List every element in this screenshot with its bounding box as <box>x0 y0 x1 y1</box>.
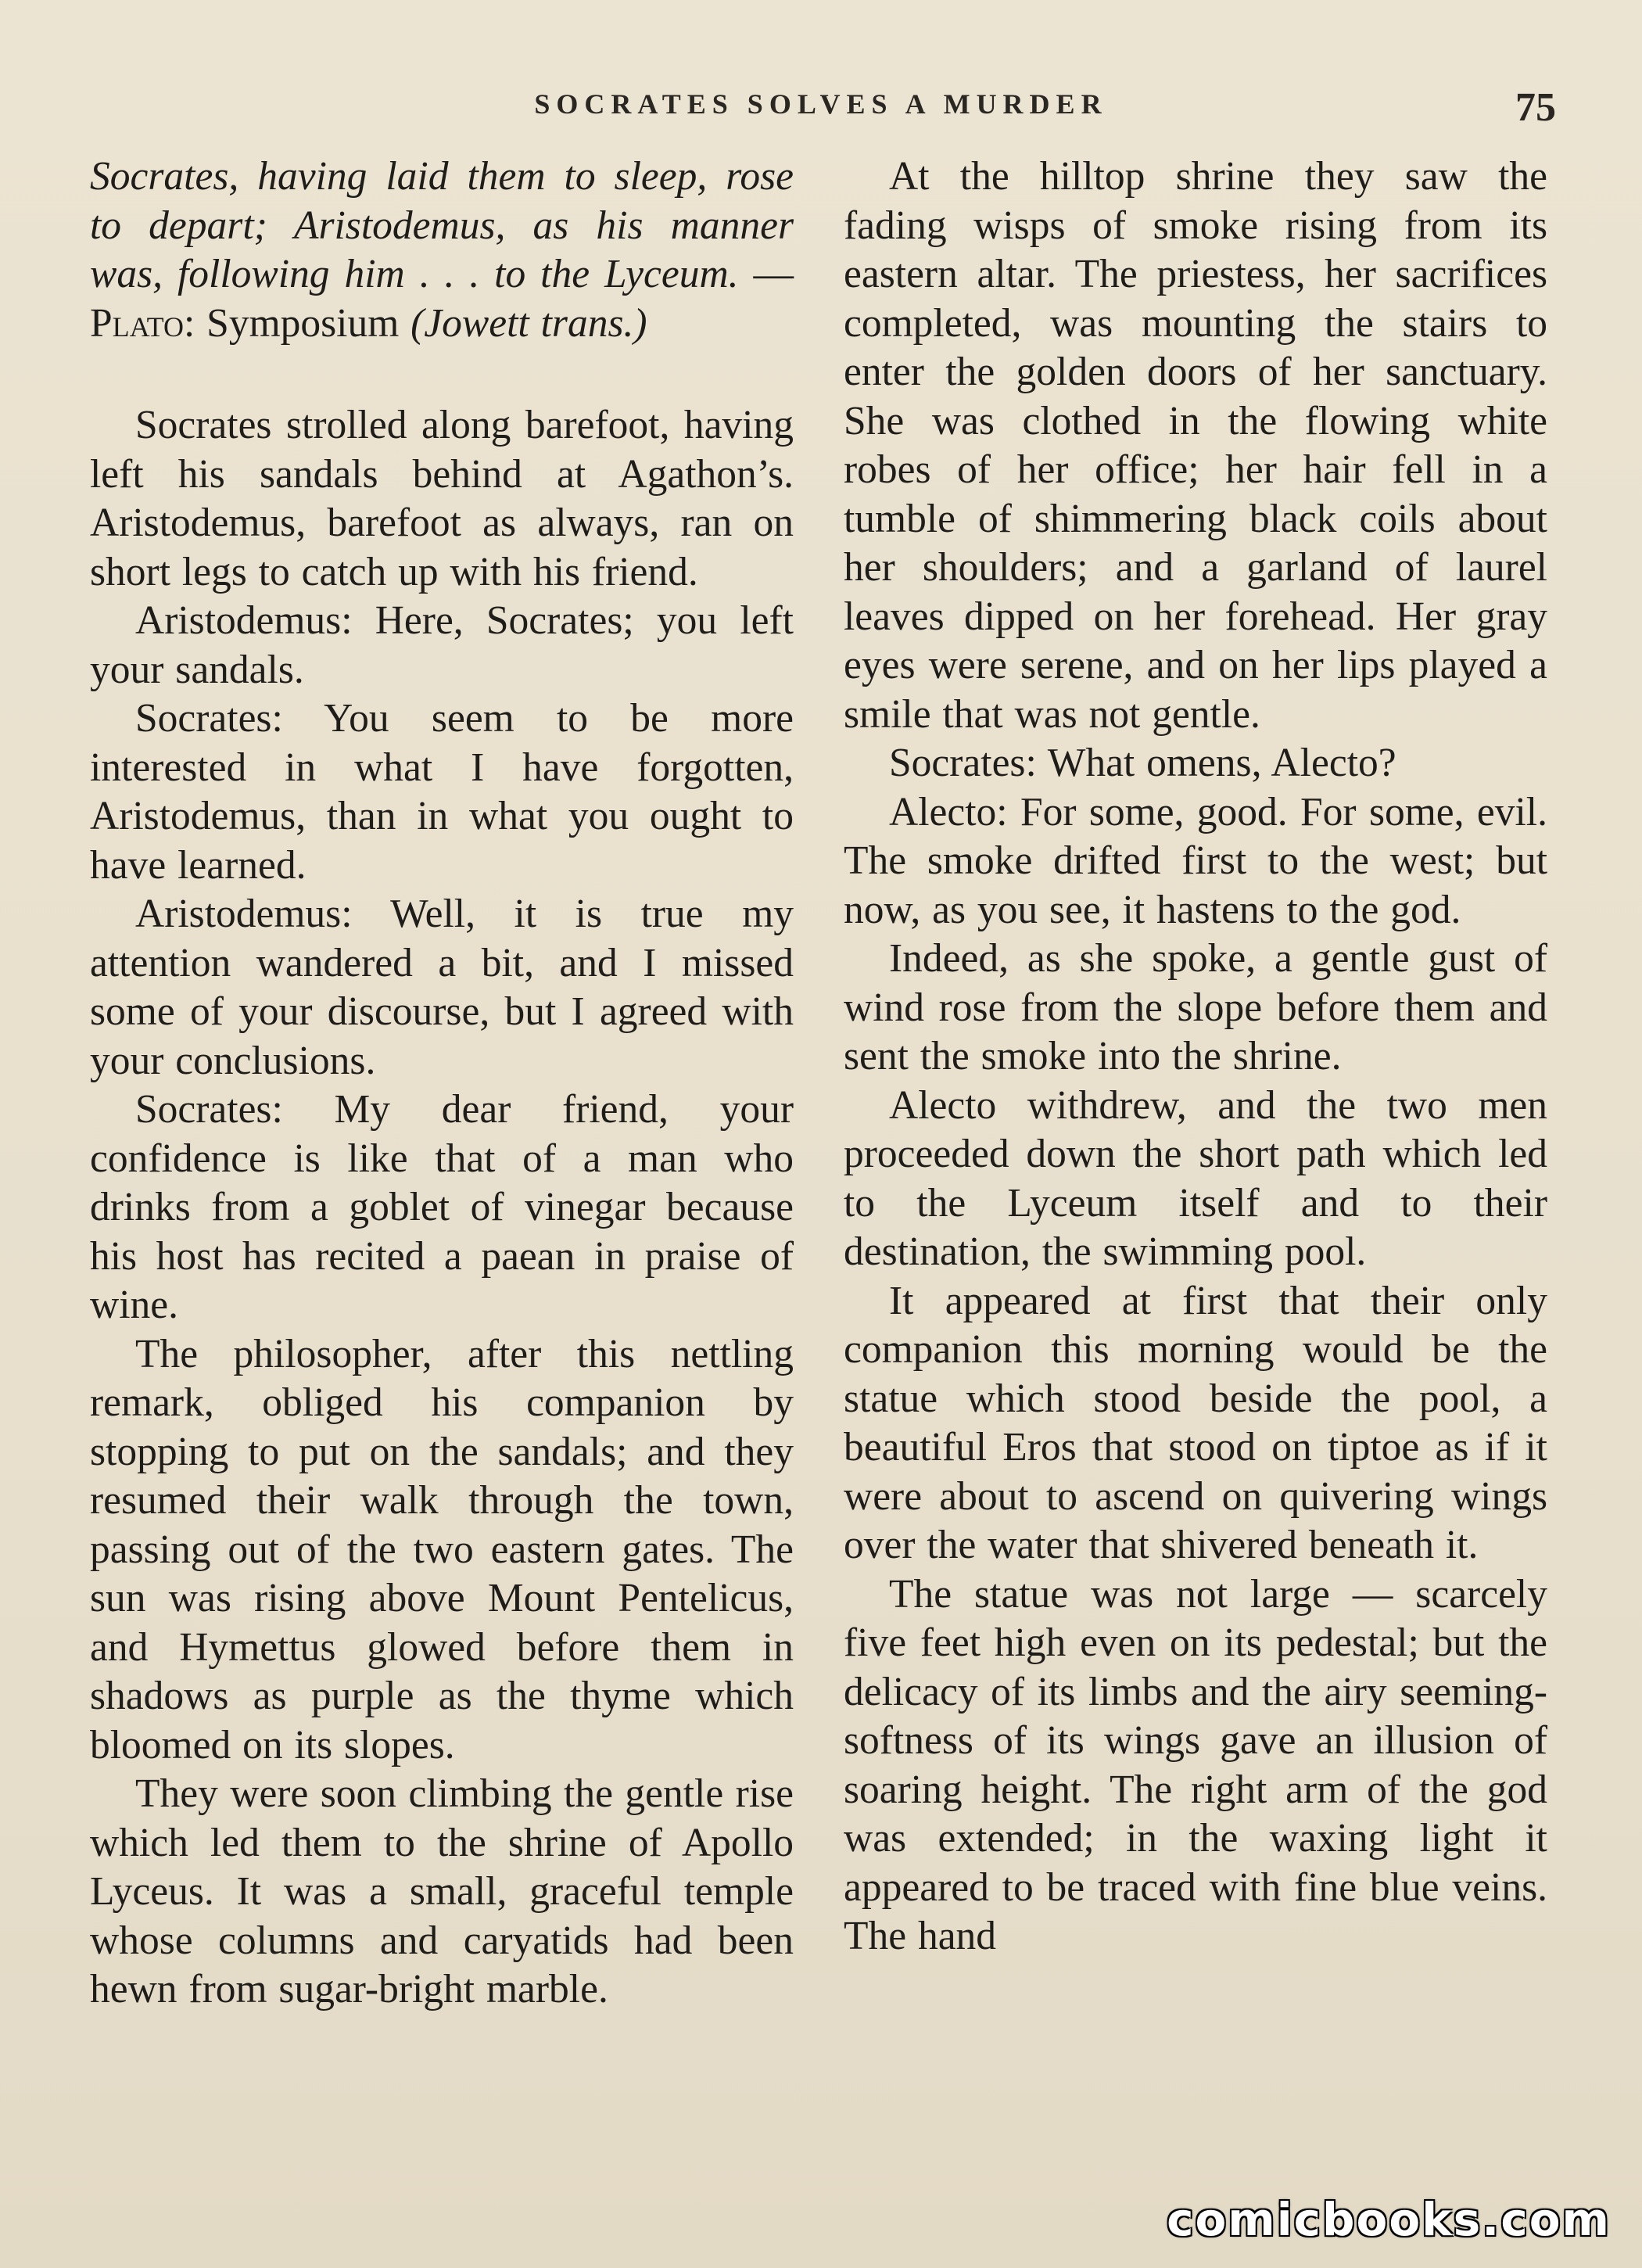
paragraph: Socrates: My dear friend, your confidence is like that of a man who drinks from a goblet of vinegar because his host has recited a paean in praise of wine. <box>90 1087 794 1327</box>
paragraph: Socrates strolled along barefoot, having left his sandals behind at Agathon’s. Aristodemus, barefoot as always, ran on short legs to catch up with his friend. <box>90 403 794 594</box>
epigraph-quote: Socrates, having laid them to sleep, rose to depart; Aristodemus, as his manner was, following him . . . to the Lyceum. <box>90 154 794 296</box>
page-number: 75 <box>1515 85 1556 130</box>
epigraph-work: Symposium <box>206 300 400 346</box>
paragraph: At the hilltop shrine they saw the fading wisps of smoke rising from its eastern altar. The priestess, her sacrifices completed, was mounting the stairs to enter the golden doors of her sanctuary. She was clothed in the flowing white robes of her office; her hair fell in a tumble of shimmering black coils about her shoulders; and a garland of laurel leaves dipped on her forehead. Her gray eyes were serene, and on her lips played a smile that was not gentle. <box>844 154 1547 737</box>
paragraph: Indeed, as she spoke, a gentle gust of wind rose from the slope before them and sent the smoke into the shrine. <box>844 936 1547 1078</box>
left-column <box>90 153 794 2015</box>
paragraph: The philosopher, after this nettling remark, obliged his companion by stopping to put on the sandals; and they resumed their walk through the town, passing out of the two eastern gates. The sun was rising above Mount Pentelicus, and Hymettus glowed before them in shadows as purple as the thyme which bloomed on its slopes. <box>90 1331 794 1767</box>
epigraph-dash: — <box>738 252 794 296</box>
site-watermark: comicbooks.com <box>1167 2193 1611 2246</box>
epigraph-colon: : <box>183 300 207 346</box>
epigraph-author: Plato <box>90 300 184 346</box>
running-title: SOCRATES SOLVES A MURDER <box>534 88 1108 120</box>
paragraph: It appeared at first that their only companion this morning would be the statue which stood beside the pool, a beautiful Eros that stood on tiptoe as if it were about to ascend on quivering wings over the water that shivered beneath it. <box>844 1278 1547 1567</box>
right-column <box>844 153 1547 1961</box>
paragraph: Socrates: You seem to be more interested in what I have forgotten, Aristodemus, than in what you ought to have learned. <box>90 696 794 888</box>
paragraph: Socrates: What omens, Alecto? <box>889 741 1396 785</box>
paragraph: Aristodemus: Here, Socrates; you left your sandals. <box>90 598 794 692</box>
paragraph: Aristodemus: Well, it is true my attention wandered a bit, and I missed some of your discourse, but I agreed with your conclusions. <box>90 892 794 1083</box>
paragraph: Alecto withdrew, and the two men proceeded down the short path which led to the Lyceum itself and to their destination, the swimming pool. <box>844 1082 1547 1274</box>
paragraph: The statue was not large — scarcely five feet high even on its pedestal; but the delicacy of its limbs and the airy seeming-softness of its wings gave an illusion of soaring height. The right arm of the god was extended; in the waxing light it appeared to be traced with fine blue veins. The hand <box>844 1571 1547 1958</box>
epigraph-translation: (Jowett trans.) <box>399 300 647 346</box>
paragraph: Alecto: For some, good. For some, evil. The smoke drifted first to the west; but now, as you see, it hastens to the god. <box>844 789 1547 932</box>
paragraph: They were soon climbing the gentle rise which led them to the shrine of Apollo Lyceus. It was a small, graceful temple whose columns and caryatids had been hewn from sugar-bright marble. <box>90 1771 794 2011</box>
epigraph <box>90 153 794 348</box>
